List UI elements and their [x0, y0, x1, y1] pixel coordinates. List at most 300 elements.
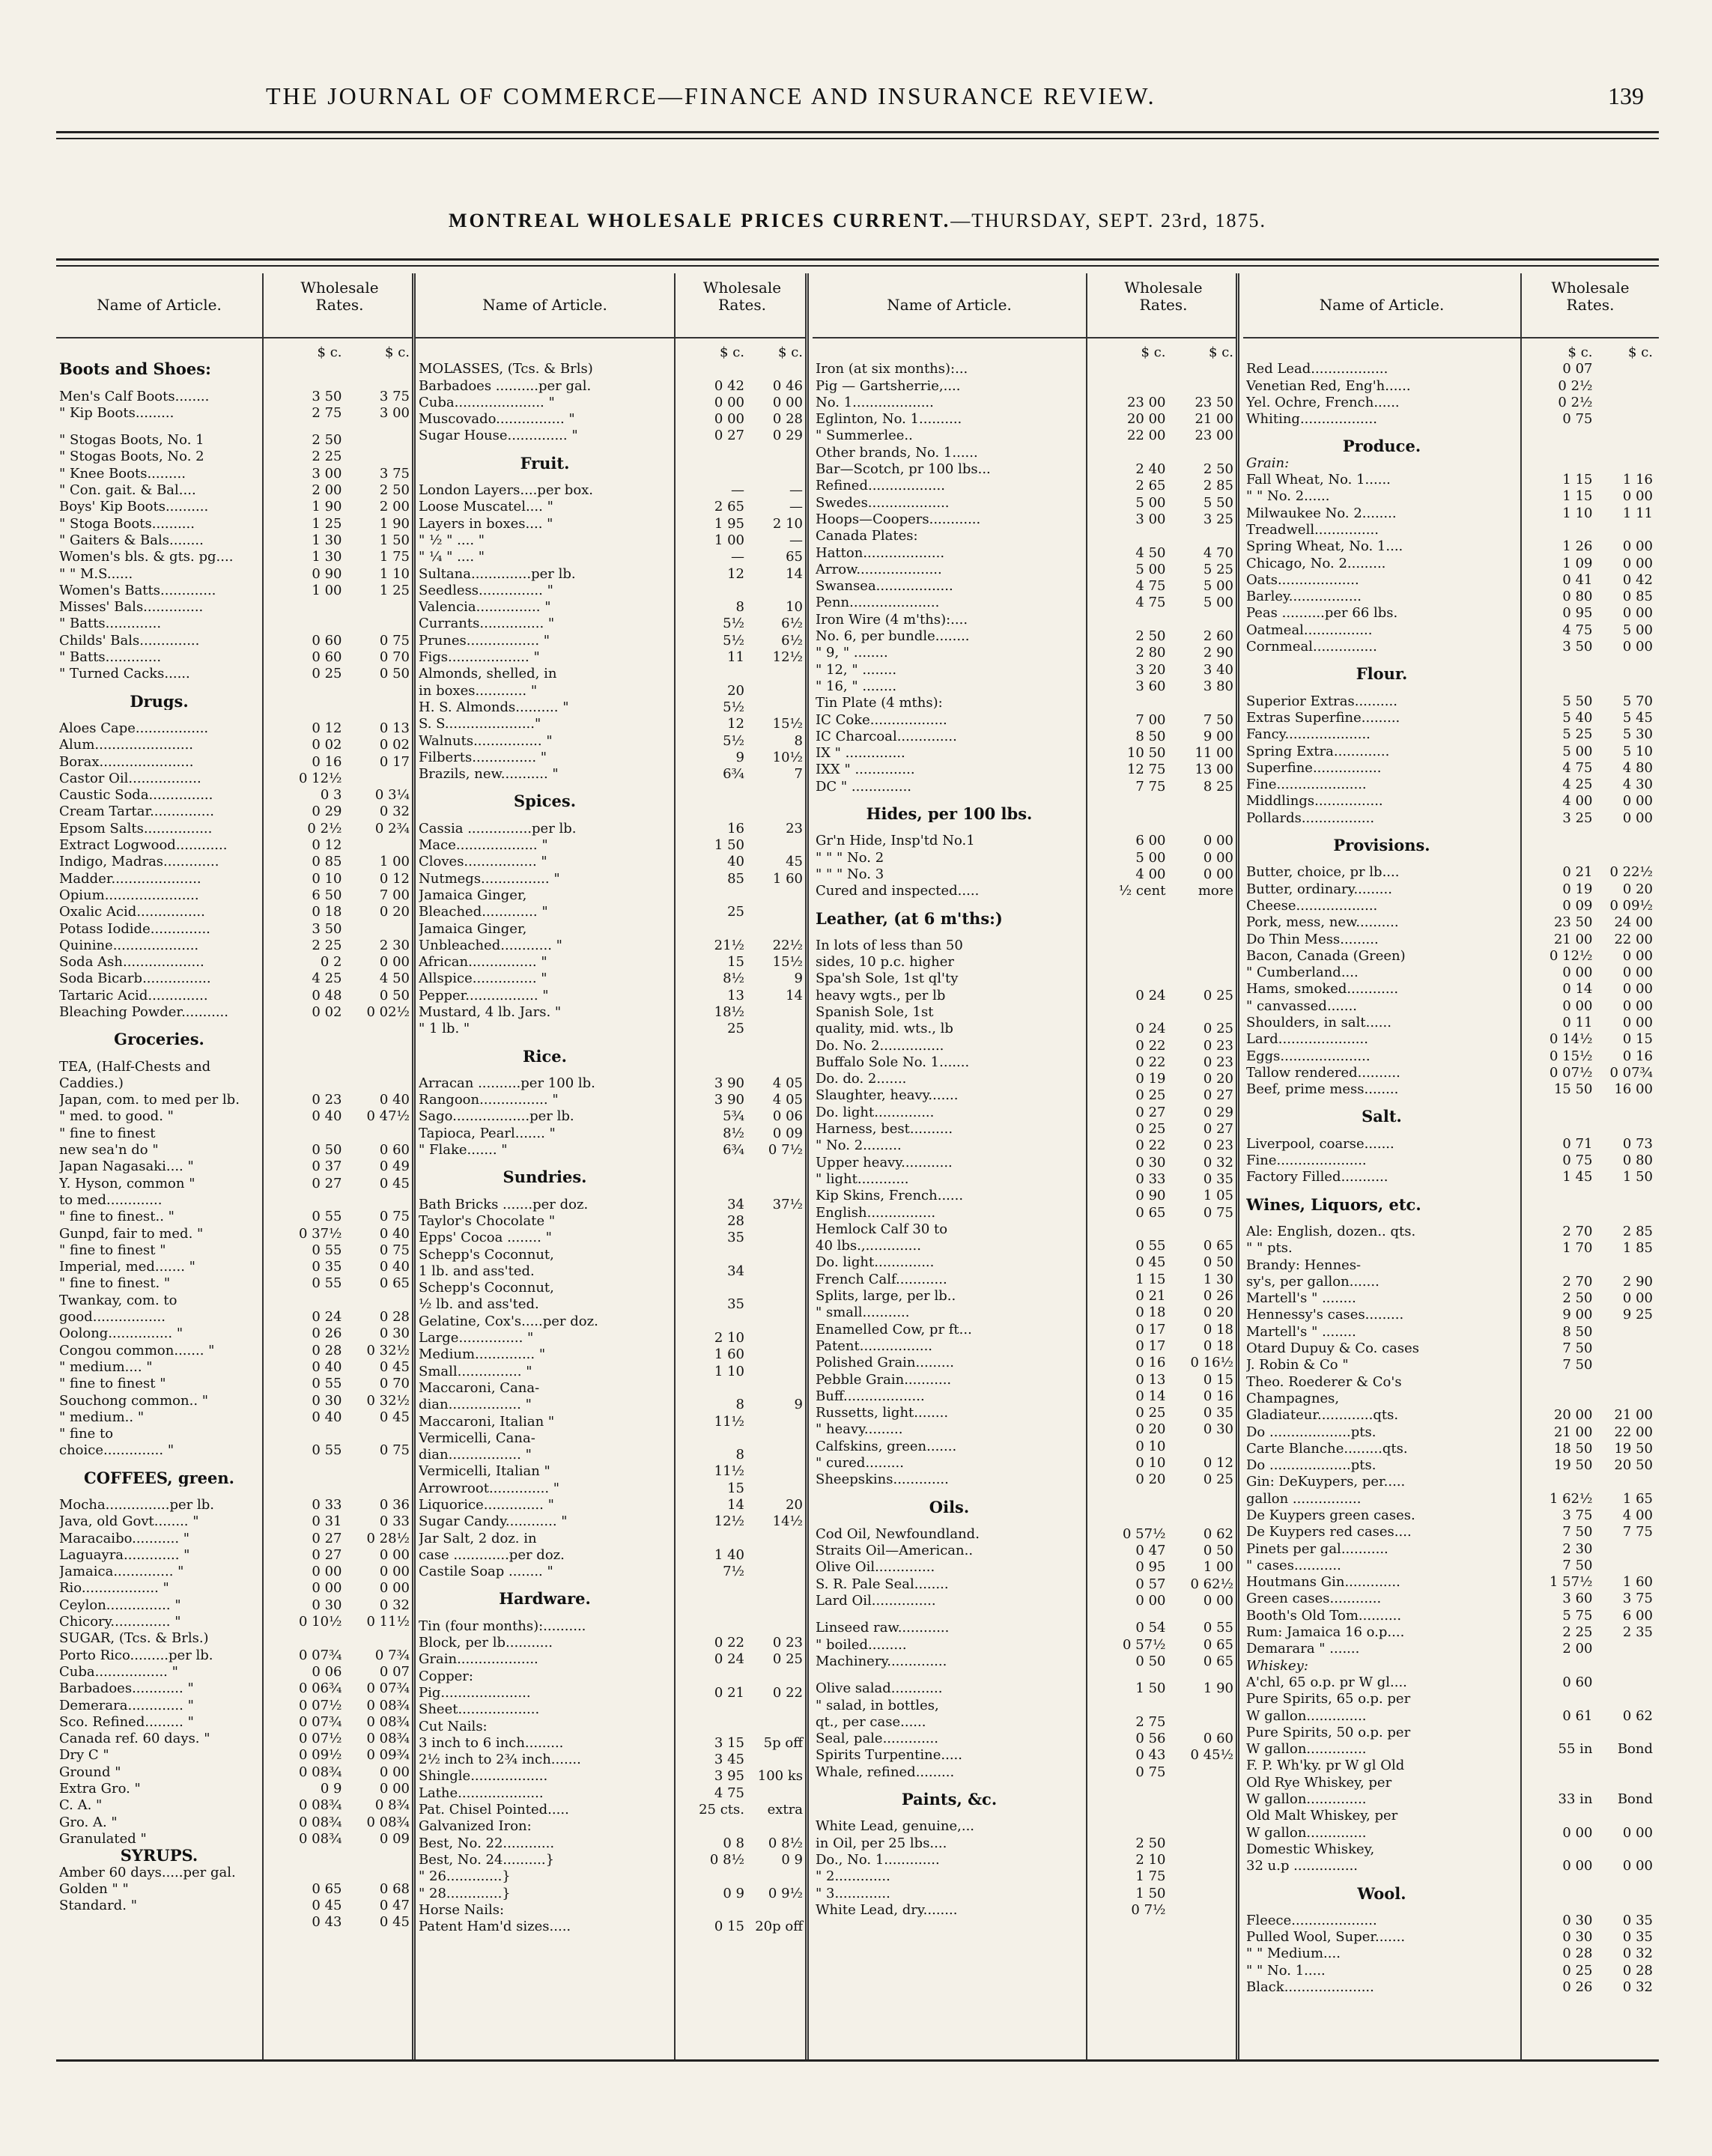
- rate-low: 7 50: [1562, 1524, 1593, 1540]
- article-row: [1243, 1340, 1659, 1357]
- rate-high: 0 50: [379, 666, 410, 682]
- article-name: Madder.....................: [59, 870, 201, 887]
- article-row: [416, 428, 805, 444]
- article-row: [813, 1188, 1236, 1204]
- rate-high: 0 00: [379, 1781, 410, 1797]
- article-rows: [56, 344, 412, 1931]
- rate-high: 0 12: [1203, 1455, 1233, 1471]
- rate-low: 0 95: [1135, 1559, 1166, 1576]
- article-name: Sugar House.............. ": [419, 428, 578, 444]
- article-name: quality, mid. wts., lb: [816, 1021, 953, 1037]
- article-name: Dry C ": [59, 1747, 109, 1764]
- article-name: Bleached............. ": [419, 904, 548, 920]
- rate-low: 28: [727, 1212, 744, 1229]
- rate-low: 3 50: [312, 388, 342, 404]
- rate-high: 0 45½: [1190, 1747, 1233, 1764]
- section-heading-text: Spices.: [513, 793, 577, 810]
- rate-low: 3 60: [1562, 1591, 1593, 1607]
- article-name: Imperial, med....... ": [59, 1259, 195, 1275]
- article-name: Domestic Whiskey,: [1246, 1841, 1375, 1857]
- rate-high: Bond: [1617, 1741, 1653, 1758]
- article-row: [813, 1698, 1236, 1714]
- article-row: [416, 1004, 805, 1021]
- article-row: [1243, 914, 1659, 931]
- article-row: [416, 1802, 805, 1818]
- article-row: [1243, 777, 1659, 793]
- rate-low: 0 00: [312, 1580, 342, 1597]
- article-name: Mace................... ": [419, 837, 548, 854]
- prices-title-date: —THURSDAY, SEPT. 23rd, 1875.: [950, 210, 1266, 231]
- rate-high: 0 28½: [366, 1530, 410, 1546]
- article-row: [813, 1121, 1236, 1138]
- article-row: [416, 499, 805, 515]
- article-row: [813, 729, 1236, 745]
- rate-high: 0 62½: [1190, 1576, 1233, 1592]
- article-row: [1243, 965, 1659, 981]
- article-name: Porto Rico.........per lb.: [59, 1647, 213, 1663]
- rate-low: —: [731, 549, 744, 565]
- rate-high: 0 60: [379, 1142, 410, 1159]
- rate-low: 7½: [723, 1564, 744, 1580]
- article-row: [813, 1087, 1236, 1104]
- article-row: [1243, 1065, 1659, 1081]
- rate-high: 0 60: [1203, 1731, 1233, 1747]
- article-row: [813, 1105, 1236, 1121]
- article-name: Treadwell...............: [1246, 521, 1379, 538]
- article-row: [813, 411, 1236, 428]
- rate-low: 0 25: [1562, 1962, 1593, 1979]
- article-name: " salad, in bottles,: [816, 1697, 939, 1713]
- article-name: Swansea..................: [816, 578, 953, 595]
- article-name: Theo. Roederer & Co's: [1246, 1373, 1402, 1390]
- article-name: Grain:: [1246, 455, 1290, 471]
- article-row: [416, 1513, 805, 1530]
- article-name: Tapioca, Pearl....... ": [419, 1125, 556, 1141]
- article-name: Barbadoes............ ": [59, 1680, 194, 1697]
- rate-high: 0 75: [1203, 1204, 1233, 1221]
- rate-low: 3 50: [1562, 639, 1593, 655]
- article-row: [1243, 1524, 1659, 1540]
- article-row: [56, 1747, 412, 1764]
- article-name: Beef, prime mess........: [1246, 1081, 1399, 1098]
- section-heading-text: Paints, &c.: [901, 1791, 998, 1809]
- rate-high: $ c.: [1628, 344, 1653, 360]
- rate-low: 8 50: [1135, 728, 1166, 744]
- rate-low: 21 00: [1553, 1424, 1593, 1440]
- rate-low: 0 8: [723, 1835, 744, 1851]
- article-name: Pollards.................: [1246, 810, 1375, 826]
- article-row: [813, 1004, 1236, 1021]
- article-row: [56, 1714, 412, 1731]
- article-name: Harness, best..........: [816, 1121, 953, 1138]
- article-name: Middlings................: [1246, 793, 1383, 810]
- article-name: Sco. Refined......... ": [59, 1713, 194, 1730]
- rate-low: 11: [727, 649, 744, 666]
- article-row: [1243, 948, 1659, 965]
- article-row: [56, 1293, 412, 1309]
- article-name: Do. light..............: [816, 1254, 935, 1271]
- rate-low: 0 85: [312, 854, 342, 870]
- rate-high: 0 18: [1203, 1321, 1233, 1337]
- article-row: [813, 1902, 1236, 1919]
- article-row: [1243, 1791, 1659, 1808]
- article-row: [1243, 1541, 1659, 1558]
- journal-page: [56, 75, 1659, 2082]
- article-name: Ceylon............... ": [59, 1597, 181, 1613]
- rate-low: 0 00: [1562, 1824, 1593, 1841]
- rate-low: 0 57: [1135, 1576, 1166, 1592]
- article-row: [56, 1159, 412, 1175]
- article-name: Kip Skins, French......: [816, 1188, 964, 1204]
- rate-low: 0 06¾: [298, 1680, 342, 1697]
- article-name: Gin: DeKuypers, per.....: [1246, 1474, 1406, 1490]
- rate-low: 0 07½: [298, 1731, 342, 1747]
- article-row: [813, 1355, 1236, 1371]
- section-heading: [813, 1791, 1236, 1808]
- article-name: " Con. gait. & Bal....: [59, 482, 196, 499]
- article-name: Walnuts................ ": [419, 732, 553, 749]
- running-head: [56, 75, 1659, 120]
- article-row: [416, 699, 805, 716]
- rate-low: 0 00: [1562, 997, 1593, 1014]
- article-name: Medium.............. ": [419, 1346, 546, 1363]
- section-heading: [813, 806, 1236, 822]
- rate-high: 5 30: [1622, 726, 1653, 743]
- article-name: Aloes Cape.................: [59, 720, 209, 736]
- rate-high: 0 00: [1203, 833, 1233, 849]
- article-row: [56, 1513, 412, 1530]
- row-spacer: [56, 378, 412, 389]
- article-name: in Oil, per 25 lbs....: [816, 1835, 947, 1851]
- article-row: [56, 649, 412, 666]
- rate-high: 0 65: [379, 1275, 410, 1292]
- rate-high: 4 05: [772, 1075, 803, 1091]
- article-name: Spring Extra.............: [1246, 743, 1390, 759]
- rate-low: 4 25: [1562, 777, 1593, 793]
- article-row: [813, 478, 1236, 494]
- rate-high: 0 8¾: [374, 1797, 410, 1814]
- article-name: Nutmegs................ ": [419, 870, 560, 887]
- article-row: [56, 432, 412, 449]
- rate-low: 0 12: [312, 837, 342, 854]
- rate-low: 0 2½: [1558, 377, 1593, 394]
- article-row: [416, 1075, 805, 1092]
- article-row: [56, 1597, 412, 1614]
- rate-high: 0 32: [379, 1597, 410, 1613]
- rate-low: 0 30: [312, 1392, 342, 1409]
- article-row: [1243, 1274, 1659, 1290]
- article-row: [813, 662, 1236, 678]
- rate-low: 0 07: [1562, 361, 1593, 377]
- rate-low: 0 56: [1135, 1731, 1166, 1747]
- rate-high: $ c.: [1209, 344, 1233, 360]
- row-spacer: [416, 783, 805, 793]
- article-name: " 12, " ........: [816, 661, 897, 678]
- article-name: " Cumberland....: [1246, 965, 1359, 981]
- article-row: [416, 1785, 805, 1802]
- article-row: [1243, 1457, 1659, 1474]
- article-name: Chicago, No. 2.........: [1246, 555, 1386, 571]
- article-name: Castile Soap ........ ": [419, 1564, 553, 1580]
- rate-low: 0 26: [1562, 1979, 1593, 1996]
- article-name: IXX " ..............: [816, 762, 915, 778]
- row-spacer: [1243, 1186, 1659, 1197]
- rate-low: 7 50: [1562, 1557, 1593, 1573]
- article-row: [56, 1881, 412, 1898]
- article-name: Bar—Scotch, pr 100 lbs...: [816, 461, 991, 478]
- rate-high: 0 65: [1203, 1238, 1233, 1254]
- rate-low: 1 00: [312, 582, 342, 598]
- article-name: Spa'sh Sole, 1st ql'ty: [816, 971, 959, 987]
- rate-high: 0 16: [1203, 1388, 1233, 1404]
- article-row: [56, 1259, 412, 1275]
- rate-high: 0 00: [772, 394, 803, 410]
- article-row: [813, 1071, 1236, 1087]
- rate-low: 6 50: [312, 887, 342, 903]
- article-row: [813, 1543, 1236, 1559]
- rate-low: 0 10: [1135, 1455, 1166, 1471]
- article-row: [56, 1580, 412, 1597]
- rate-low: 0 2½: [307, 820, 342, 836]
- rate-low: 1 15: [1562, 472, 1593, 488]
- article-name: sides, 10 p.c. higher: [816, 954, 954, 971]
- section-heading: [813, 1499, 1236, 1516]
- prices-title: [56, 210, 1659, 232]
- rate-low: 2 70: [1562, 1273, 1593, 1290]
- article-name: English................: [816, 1204, 936, 1221]
- article-name: Fine.....................: [1246, 1153, 1367, 1169]
- rate-high: 0 07: [379, 1663, 410, 1680]
- article-name: Granulated ": [59, 1830, 147, 1847]
- rate-low: 3 75: [1562, 1507, 1593, 1523]
- article-name: Barley.................: [1246, 589, 1362, 605]
- article-row: [813, 712, 1236, 729]
- rate-low: ½ cent: [1118, 883, 1166, 899]
- article-name: Fleece....................: [1246, 1912, 1377, 1928]
- article-name: Galvanized Iron:: [419, 1818, 532, 1835]
- price-column-4: [1243, 273, 1659, 2059]
- article-row: [1243, 1424, 1659, 1441]
- article-row: [416, 1197, 805, 1213]
- article-name: " " pts.: [1246, 1240, 1293, 1257]
- rate-low: 0 12½: [298, 770, 342, 786]
- article-name: Grain...................: [419, 1651, 538, 1668]
- article-name: Patent Ham'd sizes.....: [419, 1919, 571, 1935]
- rate-low: 2 25: [312, 449, 342, 465]
- article-row: [56, 599, 412, 616]
- rate-high: 0 25: [1203, 1472, 1233, 1488]
- rate-low: 4 75: [1135, 595, 1166, 611]
- article-row: [1243, 556, 1659, 572]
- rate-low: 0 14: [1562, 981, 1593, 997]
- rate-high: 0 00: [1622, 488, 1653, 505]
- article-row: [1243, 1290, 1659, 1307]
- article-row: [416, 1296, 805, 1313]
- section-heading: [1243, 1886, 1659, 1902]
- article-row: [1243, 1507, 1659, 1524]
- article-name: Mustard, 4 lb. Jars. ": [419, 1003, 562, 1020]
- article-name: Valencia............... ": [419, 599, 551, 616]
- rate-high: 0 00: [1622, 947, 1653, 964]
- rate-low: 0 95: [1562, 605, 1593, 622]
- article-row: [416, 1280, 805, 1296]
- rate-low: 0 40: [312, 1409, 342, 1425]
- article-name: Childs' Bals..............: [59, 632, 200, 649]
- article-name: Black.....................: [1246, 1979, 1374, 1996]
- row-spacer: [1243, 655, 1659, 666]
- article-row: [1243, 1169, 1659, 1185]
- article-row: [1243, 981, 1659, 997]
- rate-high: 4 05: [772, 1092, 803, 1108]
- rate-low: 0 27: [312, 1530, 342, 1546]
- article-row: [56, 971, 412, 987]
- article-row: [813, 1852, 1236, 1868]
- article-name: Polished Grain.........: [816, 1355, 955, 1371]
- rate-high: 0 45: [379, 1914, 410, 1931]
- rate-low: 0 43: [1135, 1747, 1166, 1764]
- rate-low: 6¾: [723, 766, 744, 783]
- article-row: [56, 405, 412, 422]
- rate-high: 5 00: [1203, 578, 1233, 595]
- article-name: Chicory.............. ": [59, 1614, 181, 1630]
- article-name: Other brands, No. 1......: [816, 444, 978, 461]
- article-name: " Gaiters & Bals........: [59, 532, 204, 548]
- article-row: [416, 566, 805, 583]
- section-heading: [56, 1470, 412, 1487]
- article-row: [813, 1421, 1236, 1438]
- article-name: TEA, (Half-Chests and: [59, 1058, 211, 1075]
- section-heading-text: Groceries.: [114, 1031, 204, 1048]
- article-name: Schepp's Coconnut,: [419, 1280, 554, 1296]
- row-spacer: [56, 683, 412, 693]
- rate-low: 40: [727, 854, 744, 870]
- rate-low: 0 25: [312, 666, 342, 682]
- rate-low: 0 18: [1135, 1305, 1166, 1321]
- article-name: Canada ref. 60 days. ": [59, 1731, 210, 1747]
- article-name: Rangoon................ ": [419, 1092, 559, 1108]
- rate-high: 0 9½: [768, 1885, 803, 1901]
- rate-low: 0 30: [1562, 1912, 1593, 1928]
- article-row: [56, 1815, 412, 1831]
- row-spacer: [56, 422, 412, 432]
- section-heading: [1243, 666, 1659, 682]
- article-row: [56, 1698, 412, 1714]
- article-row: [416, 1547, 805, 1564]
- rate-high: more: [1198, 883, 1233, 899]
- rate-low: 0 10: [1135, 1438, 1166, 1454]
- rate-low: 2 00: [312, 482, 342, 499]
- rate-low: 0 10: [312, 870, 342, 887]
- rate-high: 16 00: [1614, 1081, 1653, 1098]
- rate-low: 3 15: [714, 1734, 744, 1751]
- article-row: [1243, 1048, 1659, 1065]
- article-name: Cassia ...............per lb.: [419, 820, 577, 836]
- section-heading: [416, 793, 805, 810]
- rate-high: 0 45: [379, 1409, 410, 1425]
- article-name: S. R. Pale Seal........: [816, 1576, 949, 1592]
- rate-low: 19 50: [1553, 1457, 1593, 1474]
- article-row: [416, 1719, 805, 1735]
- rate-low: 0 75: [1562, 1153, 1593, 1169]
- article-name: Pure Spirits, 50 o.p. per: [1246, 1724, 1411, 1740]
- article-name: " 2.............: [816, 1868, 890, 1885]
- section-heading-text: Rice.: [523, 1048, 567, 1065]
- article-row: [813, 445, 1236, 461]
- article-name: Rum: Jamaica 16 o.p....: [1246, 1624, 1405, 1641]
- article-name: Castor Oil.................: [59, 770, 201, 786]
- article-row: [1243, 881, 1659, 898]
- row-spacer: [416, 472, 805, 482]
- rate-high: 0 00: [1622, 1824, 1653, 1841]
- rate-low: 1 62½: [1549, 1490, 1593, 1507]
- rate-high: 20 50: [1614, 1457, 1653, 1474]
- article-row: [416, 1263, 805, 1280]
- article-row: [416, 854, 805, 870]
- article-name: Best, No. 24..........}: [419, 1851, 555, 1868]
- rate-low: 0 02: [312, 737, 342, 753]
- rate-low: 12 75: [1126, 762, 1166, 778]
- article-name: Penn.....................: [816, 595, 940, 611]
- article-name: heavy wgts., per lb: [816, 987, 946, 1003]
- article-row: [56, 720, 412, 737]
- rate-low: 20: [727, 682, 744, 699]
- rate-high: 45: [786, 854, 803, 870]
- row-spacer: [416, 445, 805, 455]
- rate-low: 0 00: [1562, 1858, 1593, 1874]
- rate-high: 22 00: [1614, 931, 1653, 947]
- article-row: [416, 988, 805, 1004]
- rate-low: 0 02: [312, 1003, 342, 1020]
- rates-header-line1: Wholesale: [1124, 279, 1203, 297]
- rate-high: 0 47: [379, 1898, 410, 1914]
- rate-low: 2 50: [1135, 1835, 1166, 1851]
- header-rule: [56, 131, 1659, 133]
- article-row: [813, 1680, 1236, 1697]
- rate-low: 0 15½: [1549, 1048, 1593, 1064]
- article-name: Epps' Cocoa ........ ": [419, 1230, 552, 1246]
- article-name: Sheepskins.............: [816, 1472, 949, 1488]
- article-row: [1243, 1407, 1659, 1424]
- row-spacer: [813, 1808, 1236, 1818]
- article-name: A'chl, 65 o.p. pr W gl....: [1246, 1674, 1407, 1690]
- rate-high: 0 00: [379, 954, 410, 971]
- article-name: Alum.......................: [59, 737, 194, 753]
- rate-low: 2 80: [1135, 645, 1166, 661]
- article-row: [813, 971, 1236, 987]
- rate-high: 0 30: [379, 1326, 410, 1342]
- article-name: Oxalic Acid................: [59, 904, 205, 920]
- rate-high: 1 11: [1622, 505, 1653, 521]
- article-row: [1243, 622, 1659, 639]
- article-row: [56, 1547, 412, 1564]
- rate-low: 0 45: [1135, 1254, 1166, 1271]
- article-row: [813, 395, 1236, 411]
- article-name: Arrow....................: [816, 561, 942, 577]
- article-row: [813, 1654, 1236, 1670]
- rate-high: 0 23: [1203, 1037, 1233, 1054]
- rate-high: 0 20: [1203, 1305, 1233, 1321]
- article-name: Extract Logwood............: [59, 837, 228, 854]
- column-header: [1243, 273, 1659, 338]
- article-name: Spanish Sole, 1st: [816, 1003, 934, 1020]
- article-name: Gr'n Hide, Insp'td No.1: [816, 833, 975, 849]
- article-name: W gallon..............: [1246, 1791, 1367, 1808]
- article-row: [416, 938, 805, 954]
- article-name: Sugar Candy............ ": [419, 1513, 568, 1530]
- article-row: [1243, 898, 1659, 914]
- article-row: [56, 549, 412, 565]
- rate-high: 0 00: [1622, 997, 1653, 1014]
